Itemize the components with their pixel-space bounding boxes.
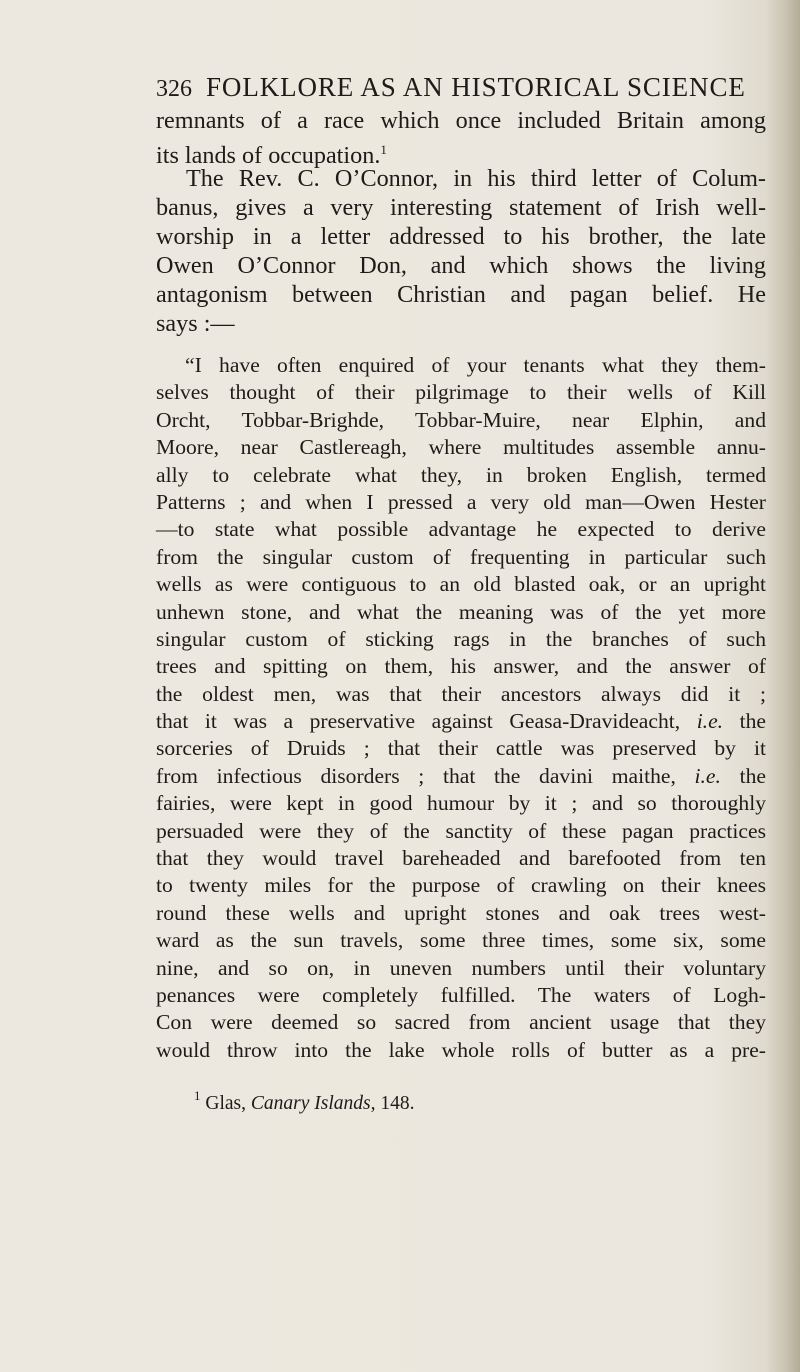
page-number: 326 <box>156 76 192 102</box>
text-segment: the <box>739 763 766 788</box>
footnote-work: Canary Islands, <box>250 1093 376 1114</box>
quote-line: wells as were contiguous to an old blasted oak, or an upright <box>156 572 766 597</box>
block-quote <box>156 352 766 1064</box>
quote-line: to twenty miles for the purpose of crawling on their knees <box>156 873 766 898</box>
italic-abbreviation: i.e. <box>696 709 724 734</box>
quote-line: the oldest men, was that their ancestors always did it ; <box>156 681 766 706</box>
quote-line <box>156 708 766 735</box>
italic-abbreviation: i.e. <box>694 763 721 788</box>
footnote-author: Glas, <box>205 1093 246 1114</box>
quote-line: —to state what possible advantage he expected to derive <box>156 517 766 542</box>
quote-line: ally to celebrate what they, in broken English, termed <box>156 462 766 487</box>
footnote-reference: 1 <box>380 142 387 157</box>
quote-line: “I have often enquired of your tenants what they them- <box>185 353 766 377</box>
quote-line: Orcht, Tobbar-Brighde, Tobbar-Muire, near Elphin, and <box>156 407 766 432</box>
quote-line: persuaded were they of the sanctity of these pagan practices <box>156 818 766 843</box>
quote-line: would throw into the lake whole rolls of butter as a pre- <box>156 1037 766 1062</box>
quote-line: fairies, were kept in good humour by it ; and so thoroughly <box>156 791 766 816</box>
quote-line: ward as the sun travels, some three times, some six, some <box>156 928 766 953</box>
paragraph-1 <box>156 106 766 169</box>
quote-line: penances were completely fulfilled. The waters of Logh- <box>156 982 766 1007</box>
text-segment: from infectious disorders ; that the davini maithe, <box>156 763 676 788</box>
footnote <box>194 1088 414 1115</box>
text-line <box>156 135 766 169</box>
running-header <box>156 72 756 103</box>
text-line: worship in a letter addressed to his brother, the late <box>156 223 766 250</box>
quote-line: trees and spitting on them, his answer, and the answer of <box>156 654 766 679</box>
quote-line: unhewn stone, and what the meaning was of the yet more <box>156 599 766 624</box>
text-segment: that it was a preservative against Geasa-Dravideacht, <box>156 709 681 734</box>
quote-line: Patterns ; and when I pressed a very old man—Owen Hester <box>156 489 766 514</box>
text-line: The Rev. C. O’Connor, in his third letter of Colum- <box>186 165 766 192</box>
paragraph-2 <box>156 164 766 193</box>
quote-line <box>156 763 766 790</box>
quote-line: Moore, near Castlereagh, where multitudes assemble annu- <box>156 435 766 460</box>
quote-line: singular custom of sticking rags in the branches of such <box>156 626 766 651</box>
quote-line: round these wells and upright stones and oak trees west- <box>156 900 766 925</box>
quote-line: selves thought of their pilgrimage to their wells of Kill <box>156 380 766 405</box>
footnote-marker: 1 <box>194 1088 201 1103</box>
text-line: says :— <box>156 310 235 337</box>
text-line: antagonism between Christian and pagan belief. He <box>156 281 766 308</box>
quote-line: from the singular custom of frequenting in particular such <box>156 544 766 569</box>
text-line: remnants of a race which once included Britain among <box>156 107 766 134</box>
body-text <box>156 106 766 1064</box>
text-line: banus, gives a very interesting statement of Irish well- <box>156 194 766 221</box>
quote-line: sorceries of Druids ; that their cattle was preserved by it <box>156 736 766 761</box>
running-title: FOLKLORE AS AN HISTORICAL SCIENCE <box>206 72 746 102</box>
quote-line: Con were deemed so sacred from ancient usage that they <box>156 1010 766 1035</box>
paragraph-2-cont <box>156 193 766 338</box>
quote-line: nine, and so on, in uneven numbers until their voluntary <box>156 955 766 980</box>
quote-line: that they would travel bareheaded and barefooted from ten <box>156 846 766 871</box>
text-line-content: its lands of occupation. <box>156 142 381 169</box>
text-line: Owen O’Connor Don, and which shows the living <box>156 252 766 279</box>
footnote-page: 148. <box>380 1093 415 1114</box>
page-edge-shadow <box>766 0 800 1372</box>
text-segment: the <box>739 709 766 734</box>
